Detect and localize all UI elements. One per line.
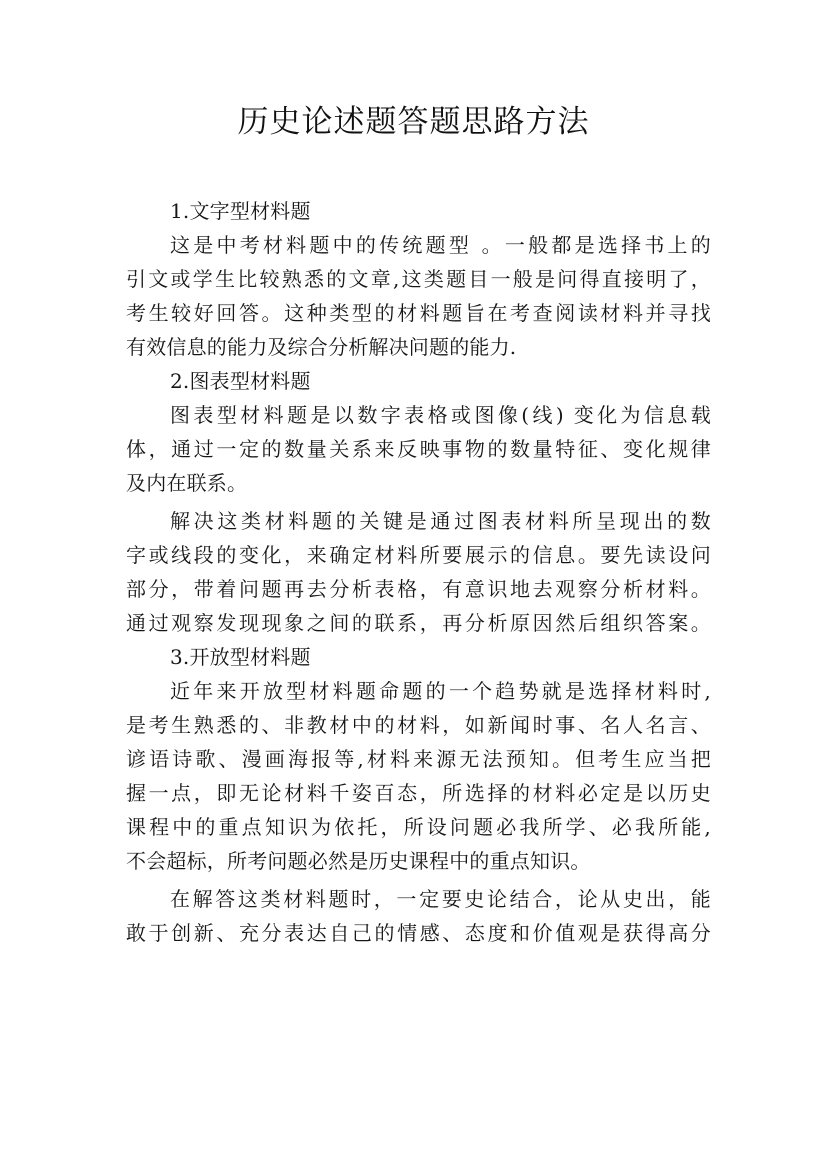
paragraph-line: 这是中考材料题中的传统题型 。一般都是选择书上的 [170, 233, 711, 257]
paragraph-line: 及内在联系。 [126, 471, 248, 495]
paragraph-line: 课程中的重点知识为依托，所设问题必我所学、必我所能, [126, 815, 711, 839]
paragraph-line: 解决这类材料题的关键是通过图表材料所呈现出的数 [170, 509, 711, 533]
paragraph-line: 通过观察发现现象之间的联系，再分析原因然后组织答案。 [126, 611, 711, 635]
section-heading-text: 1.文字型材料题 [170, 199, 311, 223]
section-heading-open: 3.开放型材料题 [170, 645, 311, 669]
paragraph-line: 引文或学生比较熟悉的文章,这类题目一般是问得直接明了， [126, 267, 711, 291]
paragraph-line: 体，通过一定的数量关系来反映事物的数量特征、变化规律 [126, 437, 711, 461]
document-title: 历史论述题答题思路方法 [237, 104, 590, 140]
paragraph-line: 部分，带着问题再去分析表格，有意识地去观察分析材料。 [126, 577, 711, 601]
paragraph-line: 在解答这类材料题时，一定要史论结合，论从史出，能 [170, 887, 711, 911]
paragraph-line: 握一点，即无论材料千姿百态，所选择的材料必定是以历史 [126, 781, 711, 805]
paragraph-line: 近年来开放型材料题命题的一个趋势就是选择材料时, [170, 679, 711, 703]
document-body [126, 194, 711, 950]
paragraph-line: 不会超标，所考问题必然是历史课程中的重点知识。 [126, 849, 591, 873]
section-heading-chart: 2.图表型材料题 [170, 369, 311, 393]
paragraph-line: 考生较好回答。这种类型的材料题旨在考查阅读材料并寻找 [126, 301, 711, 325]
paragraph-line: 字或线段的变化，来确定材料所要展示的信息。要先读设问 [126, 543, 711, 567]
paragraph-line: 图表型材料题是以数字表格或图像(线) 变化为信息载 [170, 403, 711, 427]
paragraph-line: 谚语诗歌、漫画海报等,材料来源无法预知。但考生应当把 [126, 747, 711, 771]
paragraph-line: 是考生熟悉的、非教材中的材料，如新闻时事、名人名言、 [126, 713, 711, 737]
paragraph-line: 敢于创新、充分表达自己的情感、态度和价值观是获得高分 [126, 921, 711, 945]
paragraph-line: 有效信息的能力及综合分析解决问题的能力. [126, 335, 517, 359]
